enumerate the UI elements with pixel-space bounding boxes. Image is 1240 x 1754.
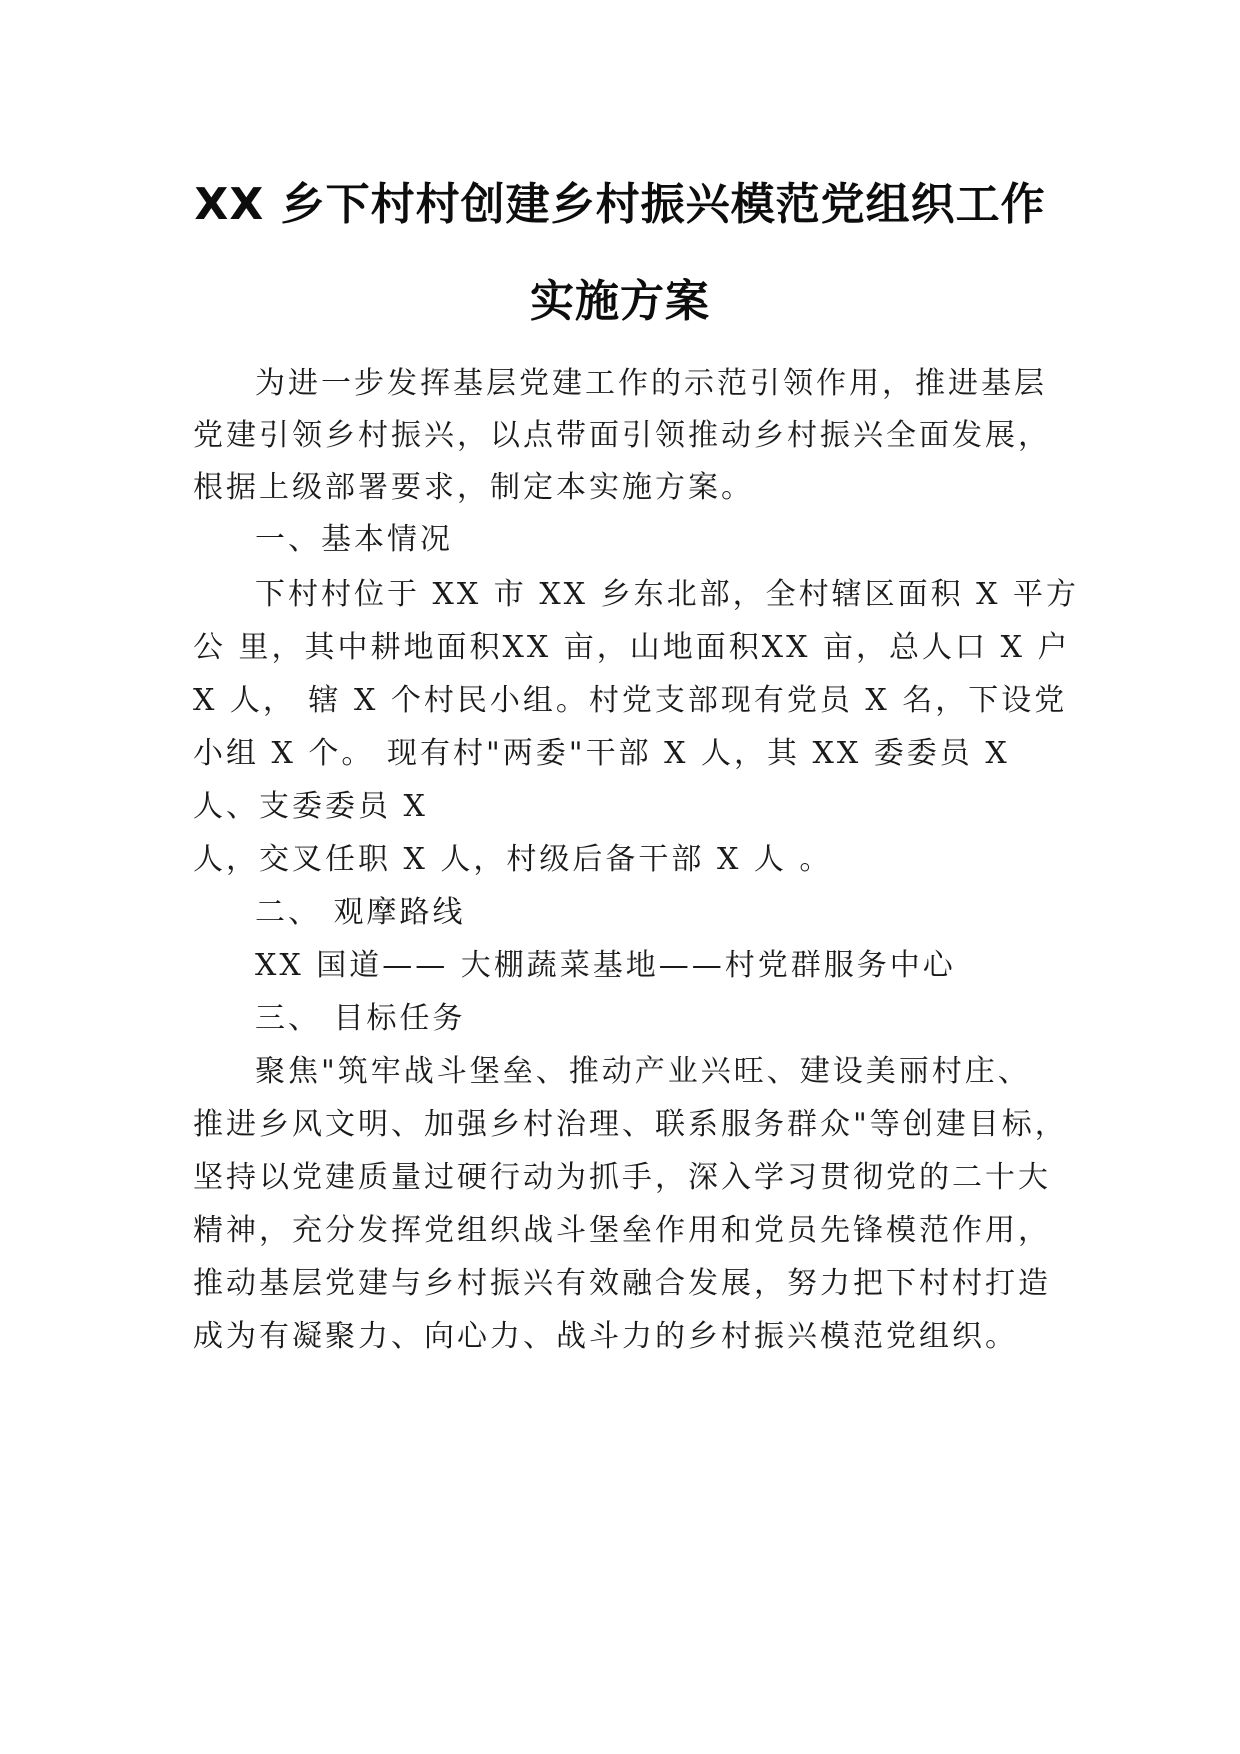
intro-paragraph-line: 为进一步发挥基层党建工作的示范引领作用，推进基层 [255, 366, 1047, 401]
document-title-line-1: XX 乡下村村创建乡村振兴模范党组织工作 [194, 179, 1046, 230]
section-heading-basic-situation: 一、基本情况 [255, 522, 453, 557]
goals-paragraph-line: 聚焦"筑牢战斗堡垒、推动产业兴旺、建设美丽村庄、 [255, 1054, 1031, 1089]
goals-paragraph-line: 推进乡风文明、加强乡村治理、联系服务群众"等创建目标， [193, 1107, 1068, 1142]
section-heading-goals: 三、 目标任务 [255, 1001, 466, 1036]
basic-situation-line: 人、支委委员 X [193, 789, 428, 824]
intro-paragraph-line: 根据上级部署要求，制定本实施方案。 [193, 470, 754, 505]
intro-paragraph-line: 党建引领乡村振兴，以点带面引领推动乡村振兴全面发展， [193, 418, 1051, 453]
goals-paragraph-line: 精神，充分发挥党组织战斗堡垒作用和党员先锋模范作用， [193, 1213, 1051, 1248]
section-heading-route: 二、 观摩路线 [255, 895, 466, 930]
document-title-line-2: 实施方案 [530, 276, 710, 327]
basic-situation-line: 下村村位于 XX 市 XX 乡东北部，全村辖区面积 X 平方 [255, 577, 1080, 612]
basic-situation-line: 人，交叉任职 X 人，村级后备干部 X 人 。 [193, 842, 833, 877]
goals-paragraph-line: 坚持以党建质量过硬行动为抓手，深入学习贯彻党的二十大 [193, 1160, 1051, 1195]
basic-situation-line: X 人， 辖 X 个村民小组。村党支部现有党员 X 名，下设党 [193, 683, 1068, 718]
basic-situation-line: 小组 X 个。 现有村"两委"干部 X 人，其 XX 委委员 X [193, 736, 1010, 771]
route-line: XX 国道—— 大棚蔬菜基地——村党群服务中心 [255, 948, 956, 983]
basic-situation-line: 公 里，其中耕地面积XX 亩，山地面积XX 亩，总人口 X 户 [193, 630, 1071, 665]
goals-paragraph-line: 推动基层党建与乡村振兴有效融合发展，努力把下村村打造 [193, 1266, 1051, 1301]
goals-paragraph-line: 成为有凝聚力、向心力、战斗力的乡村振兴模范党组织。 [193, 1319, 1018, 1354]
